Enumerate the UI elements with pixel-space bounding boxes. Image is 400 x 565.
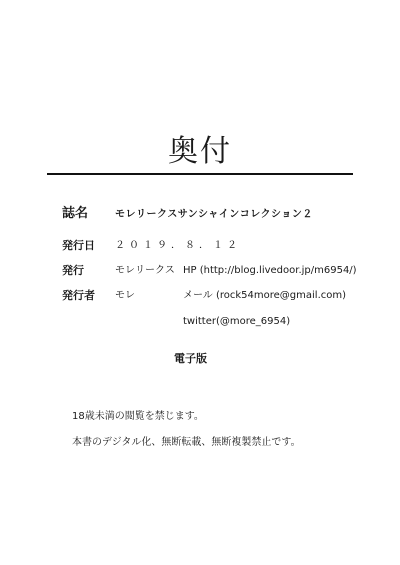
publisher-value: モレリークス [115, 265, 175, 276]
copyright-note: 本書のデジタル化、無断転載、無断複製禁止です。 [72, 437, 301, 448]
date-label: 発行日 [62, 239, 95, 252]
page-title: 奥付 [168, 134, 232, 169]
twitter-link[interactable]: twitter(@more_6954) [183, 316, 291, 327]
email-link[interactable]: メール (rock54more@gmail.com) [183, 290, 347, 301]
publisher-label: 発行 [62, 264, 84, 277]
magazine-label: 誌名 [62, 206, 89, 221]
date-value: ２０１９．８．１２ [115, 240, 241, 251]
title-divider [47, 173, 353, 175]
author-label: 発行者 [62, 289, 95, 302]
age-restriction-note: 18歳未満の閲覧を禁じます。 [72, 411, 204, 422]
author-value: モレ [115, 290, 135, 301]
edition-label: 電子版 [174, 352, 207, 365]
homepage-link[interactable]: HP (http://blog.livedoor.jp/m6954/) [183, 265, 357, 276]
magazine-value: モレリークスサンシャインコレクション２ [115, 209, 313, 220]
